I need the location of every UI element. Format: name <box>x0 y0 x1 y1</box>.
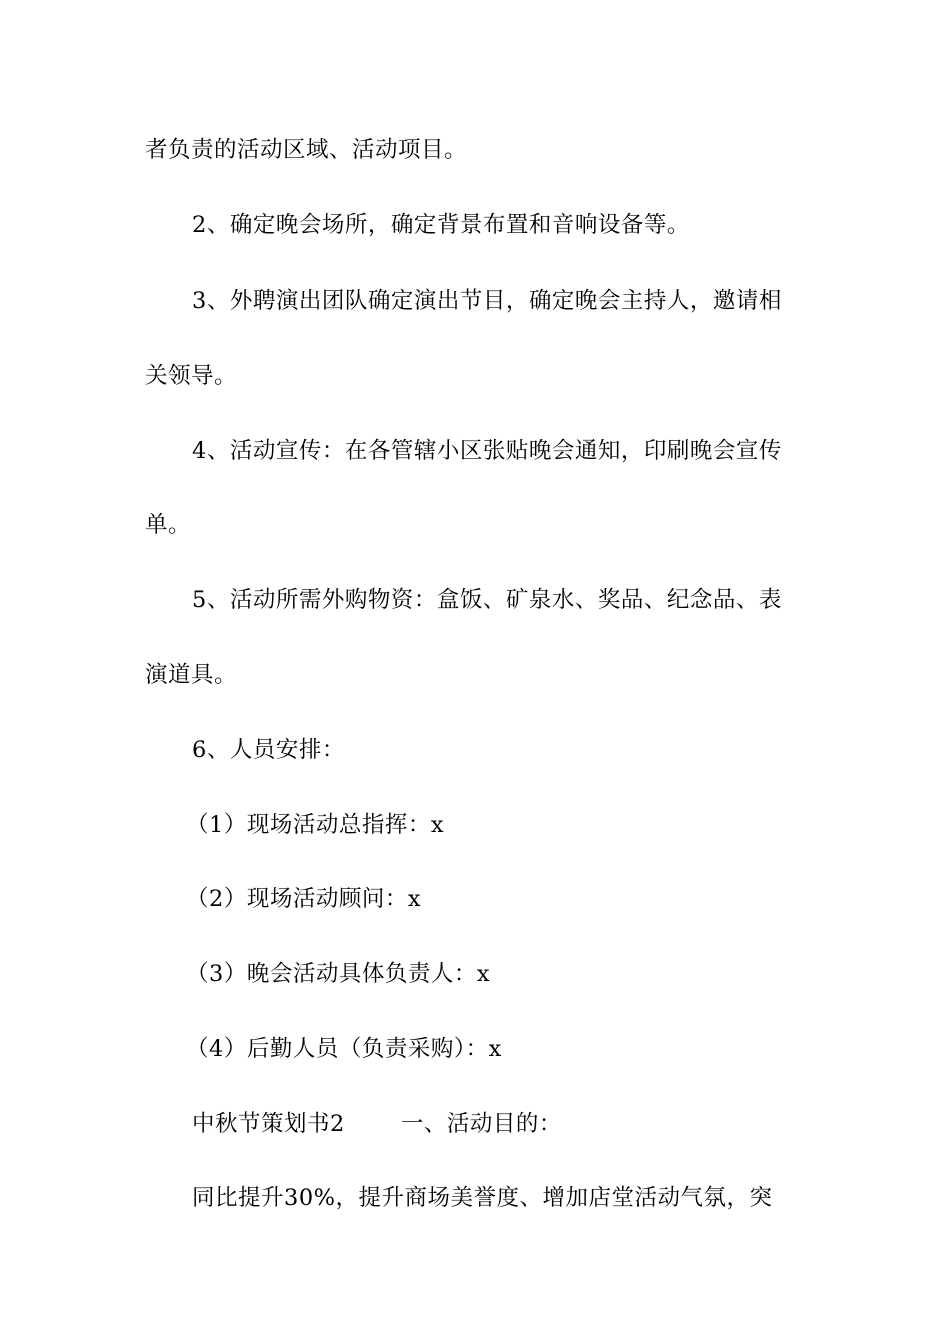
list-item: （1）现场活动总指挥：x <box>186 812 445 838</box>
section-title: 中秋节策划书2 <box>192 1111 345 1137</box>
paragraph-line: 单。 <box>145 512 192 538</box>
paragraph-line: 3、外聘演出团队确定演出节目，确定晚会主持人，邀请相 <box>192 288 782 314</box>
paragraph-line: 同比提升30%，提升商场美誉度、增加店堂活动气氛，突 <box>192 1185 773 1211</box>
section-heading: 一、活动目的： <box>400 1111 562 1137</box>
section-header-line <box>192 1109 562 1139</box>
paragraph-line: 关领导。 <box>145 363 238 389</box>
paragraph-line: 者负责的活动区域、活动项目。 <box>145 137 468 163</box>
paragraph-line: 5、活动所需外购物资：盒饭、矿泉水、奖品、纪念品、表 <box>192 587 782 613</box>
list-item: （2）现场活动顾问：x <box>186 886 422 912</box>
list-item: （4）后勤人员（负责采购）：x <box>186 1036 502 1062</box>
paragraph-line: 4、活动宣传：在各管辖小区张贴晚会通知，印刷晚会宣传 <box>192 438 782 464</box>
paragraph-line: 演道具。 <box>145 662 238 688</box>
paragraph-line: 2、确定晚会场所，确定背景布置和音响设备等。 <box>192 212 690 238</box>
list-item: （3）晚会活动具体负责人：x <box>186 961 491 987</box>
paragraph-line: 6、人员安排： <box>192 737 345 763</box>
